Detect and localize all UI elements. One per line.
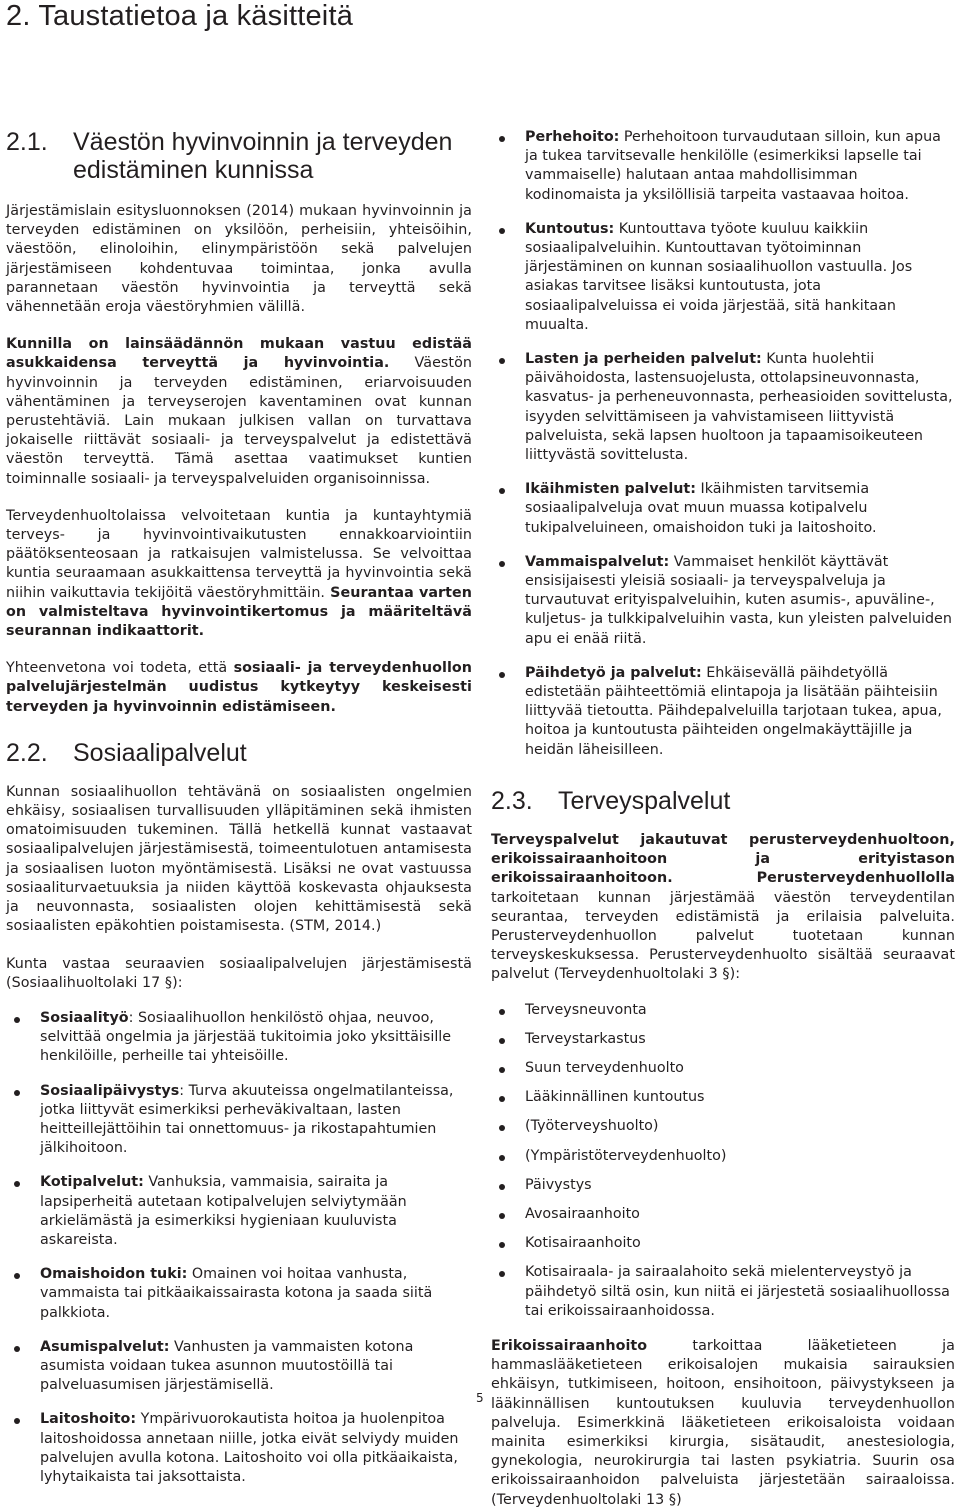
text: Yhteenvetona voi todeta, että — [6, 660, 234, 677]
item-text: Kotisairaanhoito — [525, 1235, 641, 1252]
item-text: Omainen voi hoitaa vanhusta, vammaista tai pitkäaikaissairasta kotona ja saada siitä palkkiota. — [40, 1266, 433, 1321]
paragraph: Järjestämislain esitysluonnoksen (2014) mukaan hyvinvoinnin ja terveyden edistäminen on yksilöön, perheisiin, yhteisöihin, väestöön, elinoloihin, elinympäristöön sekä palvelujen järjestämiseen kohdentuvaa toimintaa, jonka avulla parannetaan väestön hyvinvointia ja terveyttä sekä vähennetään eroja väestöryhmien välillä. — [6, 203, 472, 316]
bullet-icon — [499, 228, 505, 234]
primary-care-services-list — [491, 1001, 955, 1321]
bold-text: sosiaali- ja terveydenhuollon palvelujärjestelmän uudistus kytkeytyy keskeisesti terveyden ja hyvinvoinnin edistämiseen. — [6, 660, 472, 715]
item-text: : Turva akuuteissa ongelmatilanteissa, jotka liittyvät esimerkiksi perheväkivaltaan, lasten heitteillejättöihin tai onnettomuus- ja rikostapahtumien jälkihoitoon. — [40, 1082, 454, 1157]
item-text: Vanhusten ja vammaisten kotona asumista voidaan tukea asunnon muutostöillä tai palveluasumisen järjestämisellä. — [40, 1338, 414, 1394]
section-heading-2-1 — [6, 128, 472, 184]
item-text: Terveystarkastus — [525, 1030, 646, 1047]
list-item — [491, 1117, 955, 1136]
item-term: Ikäihmisten palvelut: — [525, 481, 696, 498]
item-text: Ympärivuorokautista hoitoa ja huolenpitoa laitoshoidossa annetaan niille, jotka eivät selviydy muiden palvelujen avulla kotona. Laitoshoito voi olla pitkäaikaista, lyhytaikaista tai jaksottaista. — [40, 1411, 459, 1485]
section-heading-2-3 — [491, 787, 955, 815]
list-item — [491, 1088, 955, 1107]
item-term: Lasten ja perheiden palvelut: — [525, 351, 762, 368]
paragraph — [6, 507, 472, 641]
list-item — [491, 1176, 955, 1195]
bullet-icon — [499, 1067, 505, 1073]
list-item — [491, 350, 955, 465]
list-item — [6, 1265, 472, 1323]
bold-text: Erikoissairaanhoito — [491, 1337, 648, 1354]
bullet-icon — [14, 1017, 20, 1023]
bullet-icon — [499, 1038, 505, 1044]
list-item — [6, 1173, 472, 1250]
paragraph — [491, 1337, 955, 1510]
bullet-icon — [499, 136, 505, 142]
section-title: Väestön hyvinvoinnin ja terveyden edistäminen kunnissa — [73, 128, 453, 184]
left-column — [6, 128, 472, 1502]
list-item — [491, 1234, 955, 1253]
item-term: Vammaispalvelut: — [525, 553, 670, 570]
list-item — [6, 1410, 472, 1487]
list-item — [491, 480, 955, 538]
bullet-icon — [14, 1181, 20, 1187]
page-number: 5 — [476, 1391, 484, 1405]
text: tarkoitetaan kunnan järjestämää väestön terveydentilan seurantaa, terveyden edistämistä ja erilaisia palveluita. Perusterveydenhuollon palvelut tuotetaan kunnan terveyskeskuksessa. Perusterveydenhuolto sisältää seuraavat palvelut (Terveydenhuoltolaki 3 §): — [491, 889, 955, 983]
item-text: Vanhuksia, vammaisia, sairaita ja lapsiperheitä autetaan kotipalvelujen selviytymään arkielämästä ja esimerkiksi hygieniaan kuuluvista askareista. — [40, 1174, 407, 1248]
list-item — [6, 1009, 472, 1067]
bullet-icon — [499, 1096, 505, 1102]
list-item — [491, 1205, 955, 1224]
item-text: (Ympäristöterveydenhuolto) — [525, 1147, 727, 1164]
paragraph: Kunnan sosiaalihuollon tehtävänä on sosiaalisten ongelmien ehkäisy, sosiaalisen turvallisuuden ylläpitäminen sekä ihmisten omatoimisuuden tukeminen. Tällä hetkellä kunnat vastaavat sosiaalipalvelujen järjestämisestä, toimeentulotuen antamisesta ja sosiaalisen luoton myöntämisestä. Lisäksi ne ovat vastuussa sosiaaliturvaetuuksia ja niiden käyttöä koskevasta ohjauksesta ja neuvonnasta, sosiaalisten olojen kehittämisestä sekä sosiaalisten epäkohtien poistamisesta. (STM, 2014.) — [6, 783, 472, 935]
list-item — [491, 1059, 955, 1078]
bullet-icon — [499, 1184, 505, 1190]
list-item — [491, 553, 955, 649]
social-services-list-continued — [491, 128, 955, 760]
bullet-icon — [499, 1242, 505, 1248]
bullet-icon — [499, 1009, 505, 1015]
item-term: Kotipalvelut: — [40, 1174, 144, 1191]
item-text: Perhehoitoon turvaudutaan silloin, kun apua ja tukea tarvitsevalle henkilölle (esimerkiksi lapselle tai vammaiselle) halutaan antaa mahdollisimman kodinomaista ja yksilöllisiä tarpeita vastaavaa hoitoa. — [525, 129, 941, 203]
bullet-icon — [499, 1155, 505, 1161]
list-item — [491, 128, 955, 205]
bullet-icon — [14, 1346, 20, 1352]
section-number: 2.2. — [6, 738, 48, 767]
item-text: Kuntouttava työote kuuluu kaikkiin sosiaalipalveluihin. Kuntouttavan työtoiminnan järjestäminen on kunnan sosiaalihuollon vastuulla. Jos asiakas tarvitsee lisäksi kuntoutusta, jota sosiaalipalveluissa ei voida järjestää, sitä hankitaan muualta. — [525, 220, 913, 333]
section-number: 2.3. — [491, 786, 533, 815]
list-item — [491, 1147, 955, 1166]
bold-text: Seurantaa varten on valmisteltava hyvinvointikertomus ja määriteltävä seurannan indikaattorit. — [6, 584, 472, 640]
text: Terveydenhuoltolaissa velvoitetaan kuntia ja kuntayhtymiä terveys- ja hyvinvointivaikutusten ennakkoarviointiin päätöksenteosaan ja ratkaisujen valmistelussa. Se velvoittaa kuntia seuraamaan asukkaittensa terveyttä ja hyvinvointia sekä niihin vaikuttavia tekijöitä väestöryhmittäin. — [6, 507, 472, 601]
item-text: Avosairaanhoito — [525, 1205, 640, 1222]
item-text: Päivystys — [525, 1176, 592, 1193]
bullet-icon — [499, 358, 505, 364]
bullet-icon — [499, 488, 505, 494]
bullet-icon — [14, 1273, 20, 1279]
bullet-icon — [499, 561, 505, 567]
section-heading-2-2 — [6, 739, 472, 767]
list-item — [491, 1263, 955, 1321]
list-item — [6, 1338, 472, 1396]
list-item — [6, 1082, 472, 1159]
item-term: Omaishoidon tuki: — [40, 1266, 188, 1283]
item-text: Ehkäisevällä päihdetyöllä edistetään päihteettömiä elintapoja ja lisätään päihteisiin liittyvää tietoutta. Päihdepalveluilla tarjotaan tukea, apua, hoitoa ja kuntoutusta päihteiden ongelmakäyttäjille ja heidän läheisilleen. — [525, 664, 942, 758]
section-title: Sosiaalipalvelut — [73, 738, 247, 767]
chapter-title: 2. Taustatietoa ja käsitteitä — [6, 0, 354, 32]
right-column — [491, 128, 955, 1510]
item-text: Kotisairaala- ja sairaalahoito sekä mielenterveystyö ja päihdetyö siltä osin, kun niitä ei järjestetä sosiaalihuollossa tai erikoissairaanhoidossa. — [525, 1264, 950, 1319]
section-number: 2.1. — [6, 128, 48, 156]
item-text: Ikäihmisten tarvitsemia sosiaalipalveluja ovat muun muassa kotipalvelu tukipalveluineen, omaishoidon tuki ja laitoshoito. — [525, 481, 877, 536]
list-item — [491, 1001, 955, 1020]
paragraph — [491, 831, 955, 985]
list-item — [491, 1030, 955, 1049]
bullet-icon — [499, 1213, 505, 1219]
item-text: (Työterveyshuolto) — [525, 1118, 659, 1135]
bullet-icon — [499, 672, 505, 678]
item-text: Kunta huolehtii päivähoidosta, lastensuojelusta, ottolapsineuvonnasta, kasvatus- ja perheneuvonnasta, perheasioiden sovittelusta, isyyden selvittämiseen ja vahvistamiseen liittyvistä palveluista, sekä lapsen huoltoon ja tapaamisoikeuteen liittyvästä sovittelusta. — [525, 351, 953, 464]
item-term: Perhehoito: — [525, 129, 620, 145]
bullet-icon — [499, 1125, 505, 1131]
text: Väestön hyvinvoinnin ja terveyden edistäminen, eriarvoisuuden vähentäminen ja terveyserojen kaventaminen ovat kunnan perustehtäviä. Lain mukaan julkisen vallan on turvattava jokaiselle riittävät sosiaali- ja terveyspalvelut ja edistettävä väestön terveyttä. Tämä asettaa vaatimukset kuntien toiminnalle sosiaali- ja terveyspalveluiden organisoinnissa. — [6, 355, 472, 487]
item-text: Suun terveydenhuolto — [525, 1059, 684, 1076]
bold-text: Kunnilla on lainsäädännön mukaan vastuu edistää asukkaidensa terveyttä ja hyvinvointia. — [6, 336, 472, 372]
text: tarkoittaa lääketieteen ja hammaslääketieteen erikoisalojen mukaisia sairauksien ehkäisyn, tutkimiseen, hoitoon, ensihoitoon, päivystykseen ja lääkinnällisen kuntoutuksen kuuluvia terveydenhuollon palveluja. Esimerkkinä lääketieteen erikoisaloista voidaan mainita esimerkiksi kirurgia, sisätaudit, anestesiologia, gynekologia, neurokirurgia tai lasten psykiatria. Suurin osa erikoissairaanhoidon palveluista järjestetään sairaaloissa. (Terveydenhuoltolaki 13 §) — [491, 1337, 955, 1508]
item-text: : Sosiaalihuollon henkilöstö ohjaa, neuvoo, selvittää ongelmia ja järjestää tukitoimia joko yksittäisille henkilöille, perheille tai yhteisöille. — [40, 1009, 452, 1065]
list-item — [491, 664, 955, 760]
bullet-icon — [499, 1271, 505, 1277]
paragraph — [6, 335, 472, 489]
item-text: Vammaiset henkilöt käyttävät ensisijaisesti yleisiä sosiaali- ja terveyspalveluja ja turvautuvat erityispalveluihin, kuten asumis-, apuväline-, kuljetus- ja tulkkipalveluihin vasta, kun yleisten palveluiden apu ei enää riitä. — [525, 553, 952, 647]
list-item — [491, 220, 955, 335]
item-text: Terveysneuvonta — [525, 1001, 647, 1018]
paragraph — [6, 659, 472, 717]
paragraph: Kunta vastaa seuraavien sosiaalipalvelujen järjestämisestä (Sosiaalihuoltolaki 17 §): — [6, 955, 472, 991]
bullet-icon — [14, 1418, 20, 1424]
item-text: Lääkinnällinen kuntoutus — [525, 1089, 705, 1106]
item-term: Sosiaalityö — [40, 1009, 129, 1026]
item-term: Päihdetyö ja palvelut: — [525, 664, 702, 681]
item-term: Laitoshoito: — [40, 1411, 137, 1428]
item-term: Kuntoutus: — [525, 220, 615, 237]
item-term: Asumispalvelut: — [40, 1338, 170, 1355]
social-services-list — [6, 1009, 472, 1487]
section-title: Terveyspalvelut — [558, 786, 731, 815]
bullet-icon — [14, 1090, 20, 1096]
item-term: Sosiaalipäivystys — [40, 1082, 180, 1099]
bold-text: Terveyspalvelut jakautuvat perusterveydenhuoltoon, erikoissairaanhoitoon ja erityistason erikoissairaanhoitoon. Perusterveydenhuollolla — [491, 831, 955, 887]
